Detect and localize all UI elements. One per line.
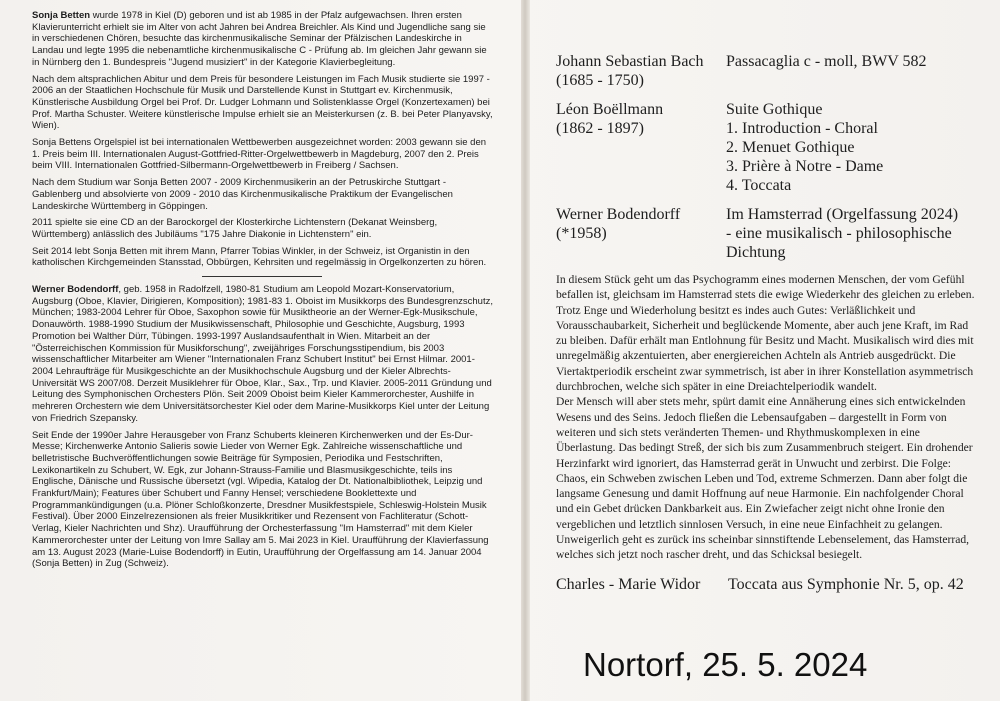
biography-page [32,10,494,575]
composer [556,52,726,90]
composer-dates: (1862 - 1897) [556,120,644,137]
work-line: 1. Introduction - Choral [726,120,878,137]
work-line: Passacaglia c - moll, BWV 582 [726,53,927,70]
work-line: 3. Prière à Notre - Dame [726,158,884,175]
bio-text: wurde 1978 in Kiel (D) geboren und ist ab 1985 in der Pfalz aufgewachsen. Ihren ersten Klavierunterricht erhielt sie im Alter von acht Jahren bei Andrea Breichler. Als Kind und Jugendliche sang sie in verschiedenen Chören, besuchte das kirchenmusikalische Seminar der Pfälzischen Landeskirche in Landau und legte 1995 die nebenamtliche kirchenmusikalische C - Prüfung ab. Im gleichen Jahr gewann sie in Nürnberg den 1. Bundespreis "Jugend musiziert" in der Kategorie Klavierbegleitung. [32,10,487,68]
work-line: 2. Menuet Gothique [726,139,855,156]
bio-name: Werner Bodendorff [32,284,119,296]
bio-sonja-betten-p5: 2011 spielte sie eine CD an der Barockorgel der Klosterkirche Lichtenstern (Dekanat Weinsberg, Württemberg) anlässlich des Jubiläums "175 Jahre Diakonie in Lichtenstern" ein. [32,217,438,240]
composer-name: Johann Sebastian Bach [556,53,704,70]
bio-sonja-betten-p1 [32,10,494,69]
work-description [556,272,976,563]
program-item-bach [556,52,976,90]
work-line: Im Hamsterrad (Orgelfassung 2024) [726,206,959,223]
work-line: Suite Gothique [726,101,823,118]
bio-sonja-betten-p2: Nach dem altsprachlichen Abitur und dem Preis für besondere Leistungen im Fach Musik studierte sie 1997 - 2006 an der Staatlichen Hochschule für Musik und Darstellende Kunst in Stuttgart ev. Kirchenmusik, Künstlerische Ausbildung Orgel bei Prof. Dr. Ludger Lohmann und Solistenklasse Orgel (Konzertexamen) bei Prof. Martha Schuster. Weitere künstlerische Impulse erhielt sie an Meisterkursen (z. B. bei Peter Planyavsky, Wien). [32,73,493,132]
bio-werner-bodendorff-p1 [32,284,494,424]
page-fold [521,0,530,701]
composer [556,100,726,195]
program-item-widor [556,575,976,594]
work-line: Dichtung [726,244,786,261]
work-title [726,100,976,195]
composer-name: Werner Bodendorff [556,206,681,223]
bio-sonja-betten-p4: Nach dem Studium war Sonja Betten 2007 - 2009 Kirchenmusikerin an der Petruskirche Stuttgart - Gablenberg und absolvierte von 2009 - 2010 das Kirchenmusikalische Praktikum der Evangelischen Landeskirche Württemberg in Göppingen. [32,177,453,212]
composer-name: Charles - Marie Widor [556,575,701,593]
section-divider [202,276,322,277]
description-paragraph: In diesem Stück geht um das Psychogramm eines modernen Menschen, der vom Gefühl befallen ist, gleichsam im Hamsterrad stets die ewige Wiederkehr des gleichen zu erleben. Trotz Enge und Wiederholung besitzt es indes auch Gutes: Verläßlichkeit und Vorausschaubarkeit, Sicherheit und beglückende Momente, aber auch jene Kraft, im Rad zu bleiben. Dafür erhält man Entlohnung für Besitz und Macht. Musikalisch wird dies mit unregelmäßig akzentuierten, aber energiereichen Achteln als Antrieb ausgedrückt. Die Viertaktperiodik erscheint zwar symmetrisch, ist aber in ihrer Konstellation asymmetrisch durchbrochen, welche sich später in eine Dreiachtelperiodik wandelt. [556,273,975,394]
bio-sonja-betten-p3: Sonja Bettens Orgelspiel ist bei internationalen Wettbewerben ausgezeichnet worden: 2003 gewann sie den 1. Preis beim III. Internationalen August-Gottfried-Ritter-Orgelwettbewerb in Magdeburg, 2007 den 2. Preis beim VIII. Internationalen Gottfried-Silbermann-Orgelwettbewerb in Freiberg / Sachsen. [32,137,487,172]
composer-name: Léon Boëllmann [556,101,664,118]
bio-name: Sonja Betten [32,10,91,21]
description-paragraph: Der Mensch will aber stets mehr, spürt damit eine Annäherung eines sich entwickelnden Wesens und des Seins. Jedoch fließen die Lebensaufgaben – dargestellt in Form von weiteren und sich stets veränderten Themen- und Rhythmuskomplexen in eine Überlastung. Das bedingt Streß, der sich bis zum Zusammenbruch steigert. Ein drohender Herzinfarkt wird ignoriert, das Hamsterrad gerät in Unwucht und zerbirst. Die Folge: Chaos, ein Schweben zwischen Leben und Tod, extreme Schmerzen. Dann aber folgt die langsame Genesung und damit Hoffnung auf neue Harmonie. Ein nachfolgender Choral und ein Gebet drücken Dankbarkeit aus. Ein Zwiefacher zeigt nicht ohne Ironie den vergeblichen und letztlich sinnlosen Versuch, in eine neue Einfachheit zu gelangen. Unweigerlich geht es zurück ins scheinbar sinnstiftende Lebenselement, das Hamsterrad, welches sich jetzt noch rascher dreht, und das Schicksal besiegelt. [556,395,973,562]
program-page [556,52,976,594]
work-title [726,205,976,262]
work-title: Toccata aus Symphonie Nr. 5, op. 42 [728,575,964,593]
bio-werner-bodendorff-p2: Seit Ende der 1990er Jahre Herausgeber von Franz Schuberts kleineren Kirchenwerken und der Es-Dur-Messe; Kirchenwerke Antonio Salieris sowie Lieder von Werner Egk. Zahlreiche wissenschaftliche und belletristische Buchveröffentlichungen sowie Beiträge für Symposien, Periodika und Festschriften, Lexikonartikeln zu Schubert, W. Egk, zur Johann-Strauss-Familie und Blasmusikgeschichte, teils ins Englische, Dänische und Russische übersetzt (vgl. Wipedia, Katalog der Dt. Nationalbibliothek, Leipzig und Frankfurt/Main); Features über Schubert und Fanny Hensel; verschiedene Booklettexte und Programmankündigungen (u.a. Plöner Schloßkonzerte, Dresdner Musikfestspiele, Schleswig-Holstein Musik Festival). Über 2000 Einzelrezensionen als freier Musikkritiker und Rezensent von Fachliteratur (Schott-Verlag, Kieler Nachrichten und Shz). Uraufführung der Orchesterfassung "Im Hamsterrad" mit dem Kieler Kammerorchester unter der Leitung von Imre Sallay am 5. Mai 2023 in Kiel. Uraufführung der Klavierfassung am 13. August 2023 (Marie-Luise Bodendorff) in Eutin, Uraufführung der Orgelfassung am 14. Januar 2004 (Sonja Betten) in Zug (Schweiz). [32,429,489,570]
bio-sonja-betten-p6: Seit 2014 lebt Sonja Betten mit ihrem Mann, Pfarrer Tobias Winkler, in der Schweiz, ist Organistin in den katholischen Kirchgemeinden Stansstad, Obbürgen, Kehrsiten und regelmässig in Orgelkonzerten zu hören. [32,245,487,269]
work-line: 4. Toccata [726,177,792,194]
work-title [726,52,976,90]
place-date-caption: Nortorf, 25. 5. 2024 [583,646,868,683]
work-line: - eine musikalisch - philosophische [726,225,952,242]
composer-dates: (*1958) [556,225,607,242]
composer-dates: (1685 - 1750) [556,72,644,89]
bio-text: , geb. 1958 in Radolfzell, 1980-81 Studium am Leopold Mozart-Konservatorium, Augsburg (Oboe, Klavier, Dirigieren, Komposition); 1981-83 1. Oboist im Musikkorps des Bundesgrenzschutz, München; 1983-2004 Lehrer für Oboe, Saxophon sowie für Musiktheorie an der Werner-Egk-Musikschule, Donauwörth. 1988-1990 Studium der Musikwissenschaft, Philosophie und Geschichte, Augsburg, 1993 Promotion bei Walther Dürr, Tübingen. 1993-1997 Auslandsaufenthalt in Wien. Mitarbeit an der "Österreichischen Kommission für Musikforschung", zweijähriges Forschungsstipendium, bis 2003 wissenschaftlicher Mitarbeiter am Wiener "Internationalen Franz Schubert Institut" bei Ernst Hilmar. 2001-2004 Lehraufträge für Musikgeschichte an der Musikhochschule Augsburg und der Kieler Albrechts-Universität WS 2007/08. Derzeit Musiklehrer für Oboe, Klar., Sax., Trp. und Klavier. 2005-2011 Gründung und Leitung des Symphonischen Orchesters Plön. Seit 2009 Oboist beim Kieler Kammerorchester, Aushilfe in mehreren Orchestern wie dem Universitätsorchester Kiel oder dem Marine-Musikkorps Kiel unter der Leitung von Friedrich Szepansky. [32,284,493,424]
program-item-boellmann [556,100,976,195]
program-item-bodendorff [556,205,976,262]
composer [556,205,726,262]
